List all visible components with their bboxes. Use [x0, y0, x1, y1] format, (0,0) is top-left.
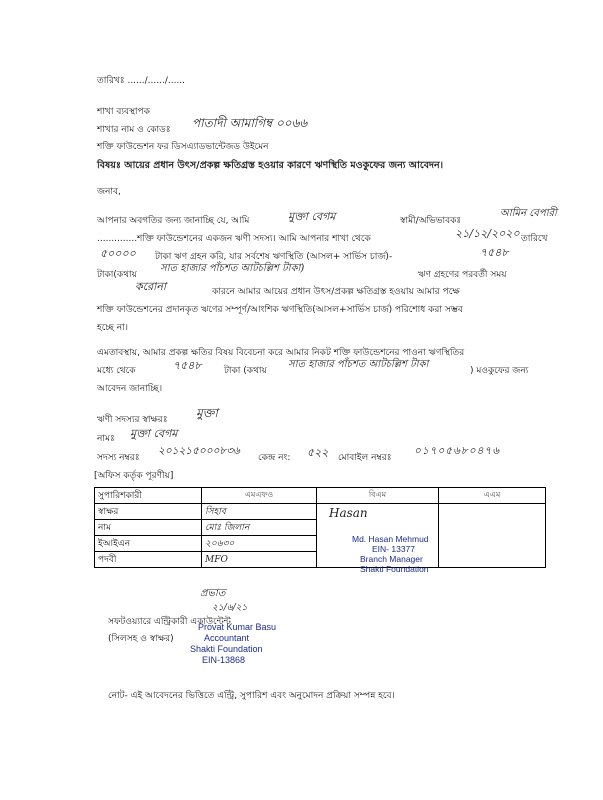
am-cell: [439, 504, 546, 568]
addressee-title: শাখা ব্যবস্থাপক: [97, 107, 150, 117]
salutation: জনাব,: [97, 187, 121, 197]
date-line: তারিখঃ ....../....../......: [97, 76, 186, 86]
branch-name-value: পাতাদী আমাগিম্ব ০০৬৬: [192, 116, 308, 130]
accountant-sign-date: ২১/৬/২১: [212, 603, 248, 613]
table-header-cell: এএম: [439, 488, 546, 504]
table-header-cell: এমএফও: [202, 488, 317, 504]
member-number-label: সদস্য নম্বরঃ: [97, 453, 140, 463]
table-header-cell: সুপারিশকারী: [95, 488, 202, 504]
accountant-stamp-ein: EIN-13868: [202, 655, 246, 665]
para2-text-e: আবেদন জানাচ্ছি।: [97, 384, 163, 394]
waiver-words-value: সাত হাজার পাঁচশত আটচল্লিশ টাকা: [288, 359, 429, 370]
bm-stamp: [352, 534, 429, 574]
table-row-label: পদবী: [95, 552, 202, 568]
applicant-name-value: মুক্তা বেগম: [288, 210, 336, 223]
office-approval-table: [94, 487, 546, 568]
footer-note: নোট- এই আবেদনের ভিত্তিতে এন্ট্রি, সুপারিশ এবং অনুমোদন প্রক্রিয়া সম্পন্ন হবে।: [108, 691, 395, 701]
center-number-value: ৫২২: [307, 446, 329, 459]
para1-text-b: ..............শক্তি ফাউন্ডেশনের একজন ঋণী সদস্য। আমি আপনার শাখা থেকে: [97, 234, 371, 244]
member-signature: মুক্তা: [196, 406, 218, 420]
bm-stamp-org: Shakti Foundation: [360, 564, 429, 574]
guardian-value: আমিন বেপারী: [500, 208, 557, 219]
center-number-label: কেন্দ্র নং:: [258, 453, 291, 463]
member-signature-label: ঋণী সদস্যর স্বাক্ষরঃ: [97, 415, 168, 425]
para1-text-a: আপনার অবগতির জন্য জানাচ্ছি যে, আমি: [97, 216, 250, 226]
bm-stamp-title: Branch Manager: [360, 554, 423, 564]
organization-name: শক্তি ফাউন্ডেশন ফর ডিসএ্যাডভান্টেজড উইমেন: [97, 142, 269, 152]
bm-signature: Hasan: [329, 506, 368, 520]
waiver-amount-value: ৭৫৪৮: [173, 359, 202, 372]
member-number-value: ২০১২১৫০০০৮৩৬: [158, 445, 240, 457]
table-row: [95, 504, 546, 520]
table-header-cell: বিএম: [317, 488, 439, 504]
subject-line: বিষয়ঃ আয়ের প্রধান উৎস/প্রকল্প ক্ষতিগ্রস্ত হওয়ার কারণে ঋণস্থিতি মওকুফের জন্য আবেদন।: [97, 160, 444, 171]
mfo-signature: সিহাব: [202, 504, 317, 520]
accountant-stamp-title: Accountant: [204, 633, 250, 643]
accountant-stamp: [190, 622, 276, 666]
accountant-seal-label: (সিলসহ ও স্বাক্ষর): [108, 634, 174, 644]
para2-text-a: এমতাবস্থায়, আমার প্রকল্প ক্ষতির বিষয় বিবেচনা করে আমার নিকট শক্তি ফাউন্ডেশনের পাওনা ঋণস্থিতির: [97, 348, 465, 358]
accountant-label: সফটওয়্যারে এন্ট্রিকারী একাউন্টেন্ট: [108, 617, 231, 627]
reason-value: করোনা: [135, 280, 167, 293]
para1-text-h: হচ্ছে না।: [97, 323, 128, 333]
table-row-label: নাম: [95, 520, 202, 536]
para2-text-b: মধ্যে থেকে: [97, 366, 136, 376]
accountant-stamp-org: Shakti Foundation: [190, 644, 263, 654]
member-name-label: নামঃ: [97, 434, 115, 444]
para1-text-d: টাকা(কথায়: [97, 270, 137, 280]
mobile-number-label: মোবাইল নম্বরঃ: [338, 453, 392, 463]
mfo-name: মোঃ জিলান: [202, 520, 317, 536]
balance-words-value: সাত হাজার পাঁচশত আটচল্লিশ টাকা): [160, 263, 305, 274]
branch-name-label: শাখার নাম ও কোডঃ: [97, 125, 171, 135]
office-section-title: [অফিস কর্তৃক পূরণীয়]: [94, 471, 174, 481]
balance-value: ৭৫৪৮: [480, 246, 509, 259]
para1-text-e: ঋণ গ্রহণের পরবর্তী সময়: [418, 270, 507, 280]
accountant-signature: প্রভাত: [200, 588, 226, 599]
guardian-label: স্বামী/অভিভাবকঃ: [400, 216, 462, 226]
accountant-stamp-name: Provat Kumar Basu: [198, 622, 277, 632]
table-row-label: ইআইএন: [95, 536, 202, 552]
member-name-value: মুক্তা বেগম: [130, 427, 178, 440]
date-suffix: তারিখে: [521, 234, 548, 244]
table-row-label: স্বাক্ষর: [95, 504, 202, 520]
para2-text-c: টাকা (কথায়: [224, 366, 267, 376]
loan-amount-value: ৫০০০০: [100, 247, 136, 260]
para1-text-f: কারনে আমার আয়ের প্রধান উৎস/প্রকল্প ক্ষতিগ্রস্ত হওয়ায় আমার পক্ষে: [212, 287, 460, 297]
mfo-ein: ২০৬৩০: [202, 536, 317, 552]
mobile-number-value: ০১৭০৫৬৮০৪৭৬: [414, 445, 501, 457]
para1-text-g: শক্তি ফাউন্ডেশনের প্রদানকৃত ঋণের সম্পূর্ণ/আংশিক ঋণস্থিতি(আসল+সার্ভিস চার্জ) পরিশোধ করা সম্ভব: [97, 305, 463, 315]
loan-date-value: ২১/১২/২০২০: [455, 227, 520, 240]
bm-stamp-ein: EIN- 13377: [372, 544, 415, 554]
mfo-designation: MFO: [202, 552, 317, 568]
bm-stamp-name: Md. Hasan Mehmud: [352, 534, 429, 544]
para1-text-c: টাকা ঋণ গ্রহন করি, যার সর্বশেষ ঋণস্থিতি (আসল+ সার্ভিস চার্জ)-: [155, 252, 393, 262]
para2-text-d: ) মওকুফের জন্য: [470, 366, 529, 376]
table-row: [95, 488, 546, 504]
